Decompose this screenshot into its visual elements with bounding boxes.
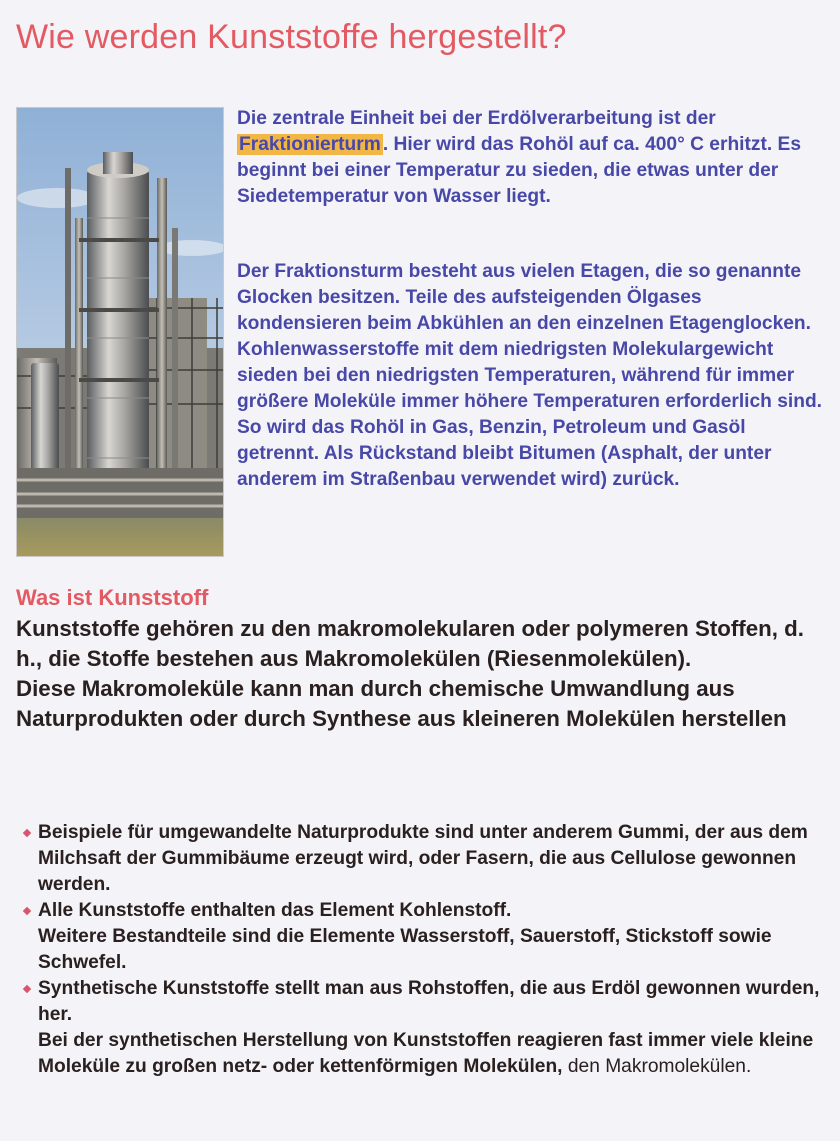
definition-paragraph-1: Kunststoffe gehören zu den makromolekularen oder polymeren Stoffen, d. h., die Stoffe bestehen aus Makromolekülen (Riesenmolekülen). — [16, 616, 804, 671]
intro-text — [237, 106, 827, 493]
definition-paragraph-2: Diese Makromoleküle kann man durch chemische Umwandlung aus Naturprodukten oder durch Synthese aus kleineren Molekülen herstellen — [16, 676, 787, 731]
list-item — [22, 976, 832, 1080]
bullet-text: Beispiele für umgewandelte Naturprodukte sind unter anderem Gummi, der aus dem Milchsaft der Gummibäume erzeugt wird, oder Fasern, die aus Cellulose gewonnen werden. — [38, 822, 808, 895]
refinery-tower-photo — [16, 107, 224, 557]
intro-p1-end: . Hier wird das Rohöl auf ca. 400° C erhitzt. Es beginnt bei einer Temperatur zu sieden, die etwas unter der Siedetemperatur von Wasser liegt. — [237, 134, 801, 207]
list-item — [22, 898, 832, 976]
diamond-bullet-icon — [23, 829, 31, 837]
bullet-list — [22, 820, 832, 1080]
section-heading: Was ist Kunststoff — [16, 585, 209, 610]
bullet-subtext-bold: Bei der synthetischen Herstellung von Kunststoffen reagieren fast immer viele kleine Moleküle zu großen netz- oder kettenförmigen Molekülen, — [38, 1030, 814, 1077]
definition-text — [16, 614, 831, 734]
intro-paragraph-2: Der Fraktionsturm besteht aus vielen Etagen, die so genannte Glocken besitzen. Teile des aufsteigenden Ölgases kondensieren beim Abkühlen an den einzelnen Etagenglocken. Kohlenwasserstoffe mit dem niedrigsten Molekulargewicht sieden bei den niedrigsten Temperaturen, während für immer größere Moleküle immer höhere Temperaturen erforderlich sind. So wird das Rohöl in Gas, Benzin, Petroleum und Gasöl getrennt. Als Rückstand bleibt Bitumen (Asphalt, der unter anderem im Straßenbau verwendet wird) zurück. — [237, 261, 823, 490]
diamond-bullet-icon — [23, 907, 31, 915]
bullet-subtext-plain: den Makromolekülen. — [562, 1056, 752, 1077]
page-title: Wie werden Kunststoffe hergestellt? — [16, 18, 567, 56]
bullet-subtext — [38, 1028, 832, 1080]
highlight-fraktionierturm: Fraktionierturm — [239, 134, 381, 155]
intro-paragraph-1 — [237, 106, 827, 210]
bullet-text: Synthetische Kunststoffe stellt man aus Rohstoffen, die aus Erdöl gewonnen wurden, her. — [38, 978, 820, 1025]
diamond-bullet-icon — [23, 985, 31, 993]
intro-p1-start: Die zentrale Einheit bei der Erdölverarbeitung ist der — [237, 108, 716, 129]
bullet-subtext: Weitere Bestandteile sind die Elemente Wasserstoff, Sauerstoff, Stickstoff sowie Schwefel. — [38, 926, 772, 973]
list-item — [22, 820, 832, 898]
bullet-text: Alle Kunststoffe enthalten das Element Kohlenstoff. — [38, 900, 512, 921]
